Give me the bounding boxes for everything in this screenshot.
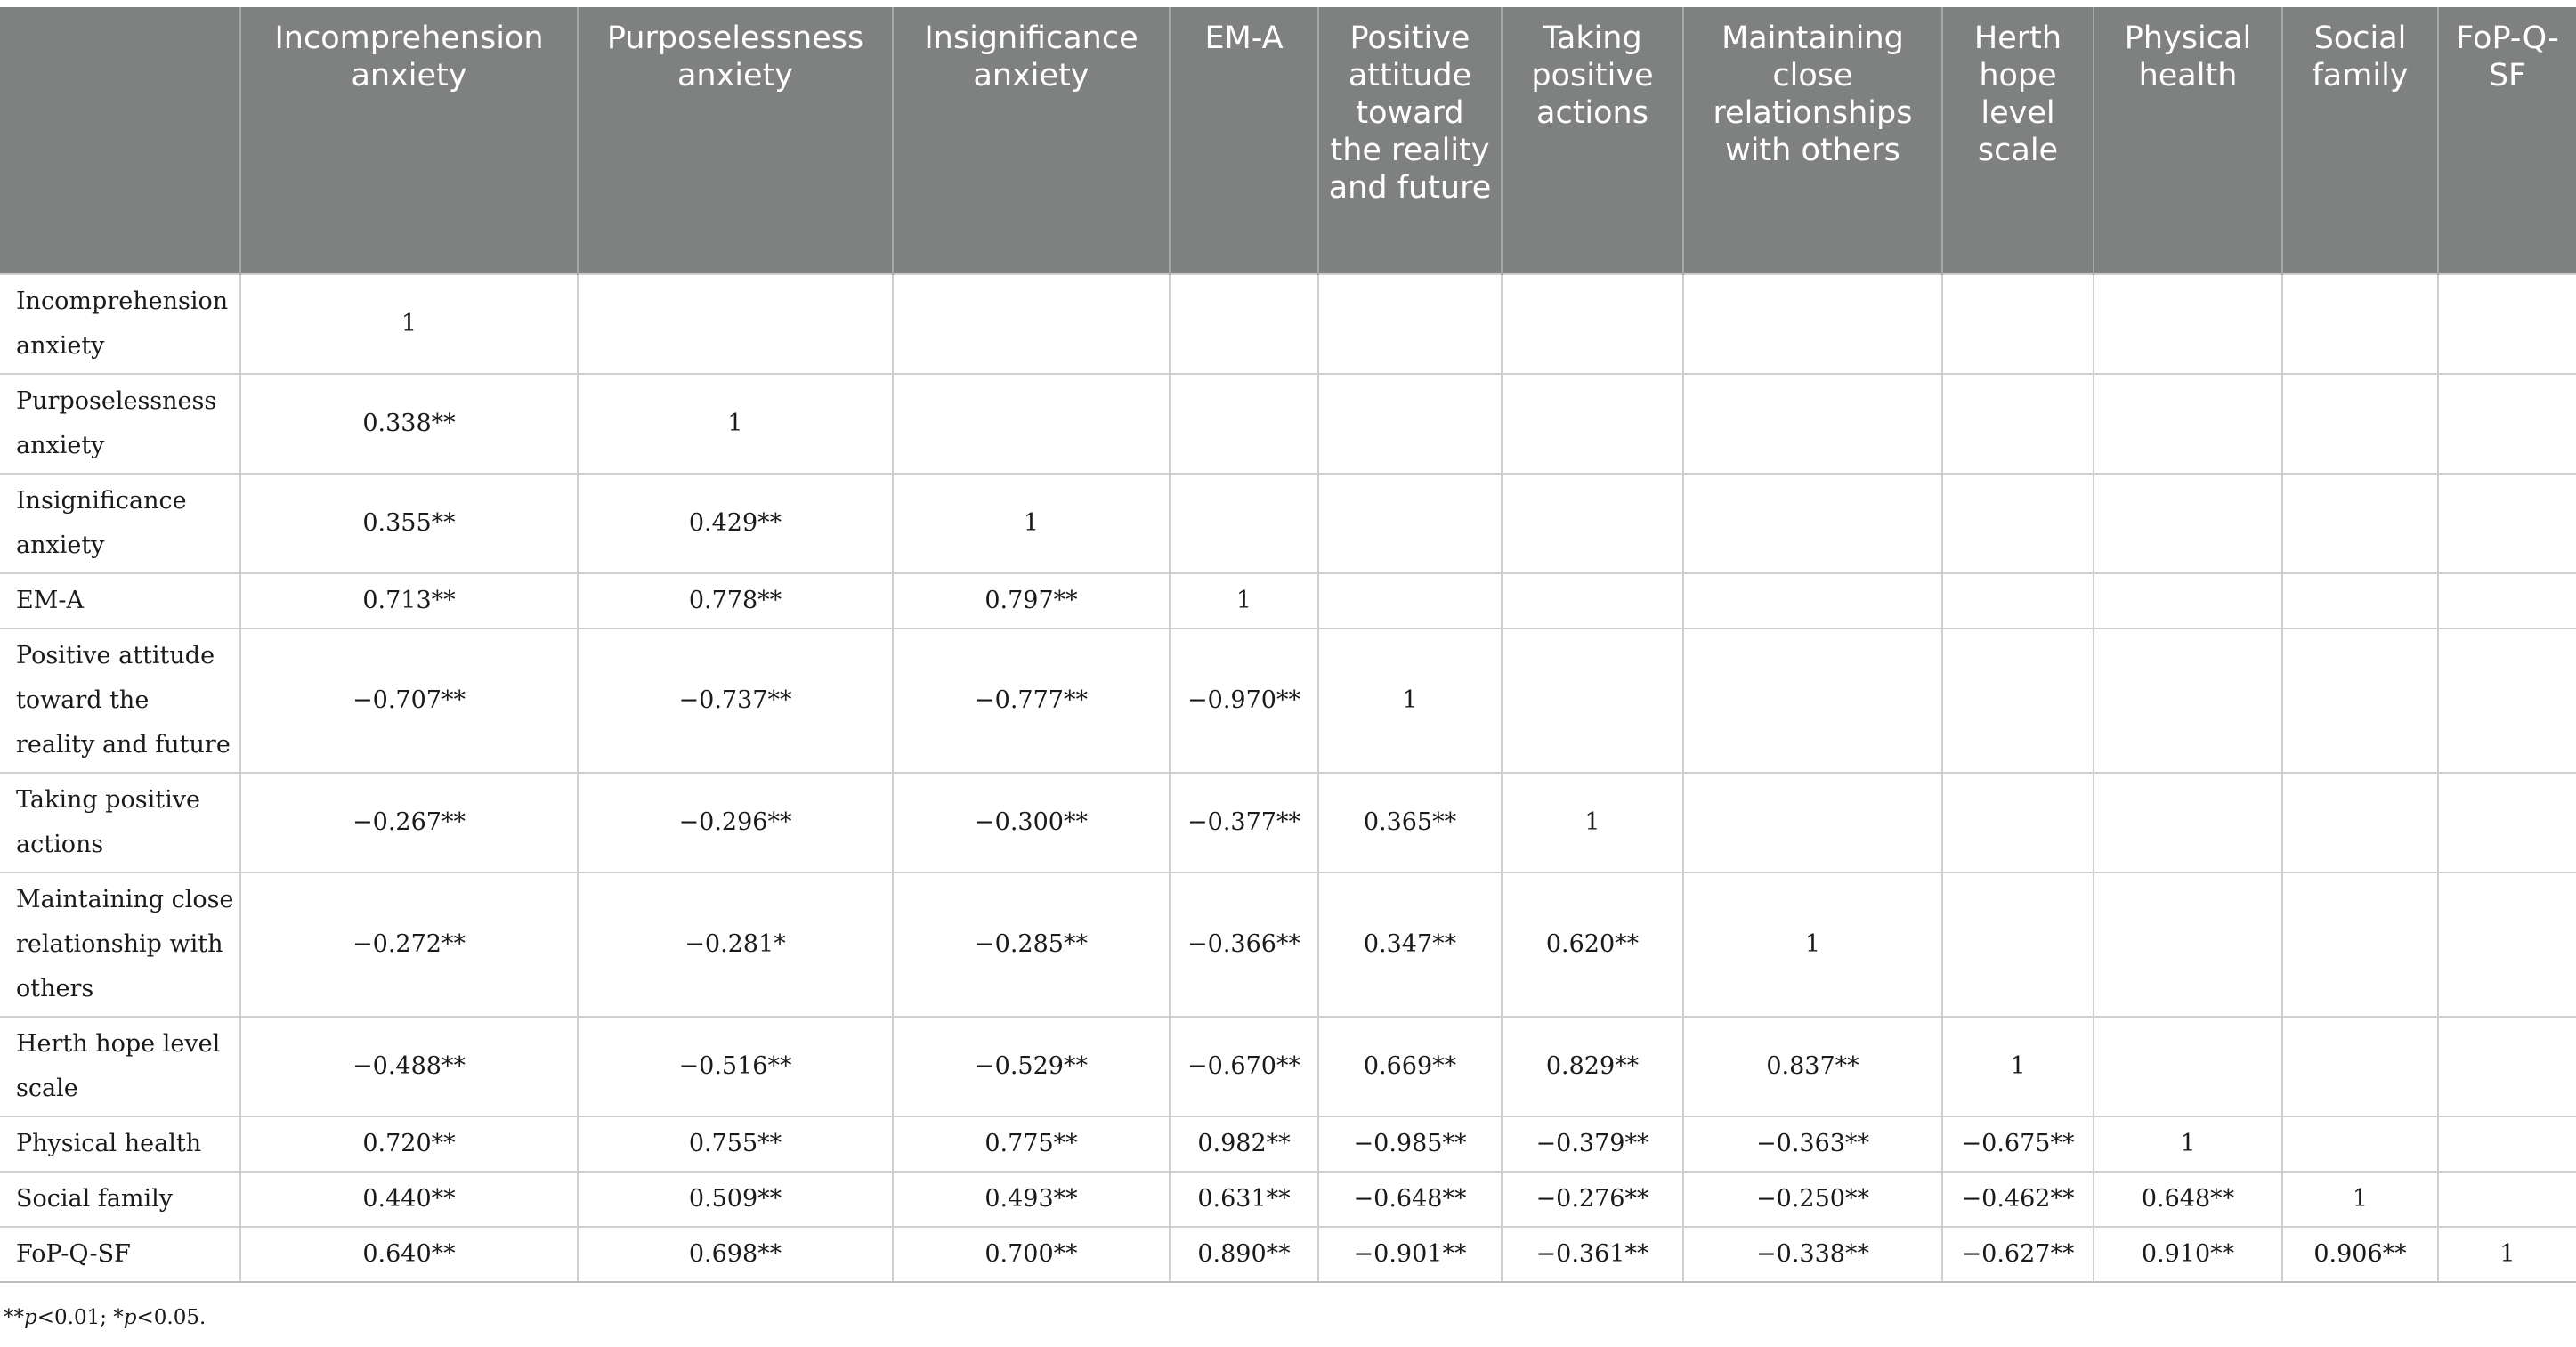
table-row bbox=[0, 274, 2576, 374]
correlation-cell bbox=[2438, 773, 2576, 872]
correlation-cell: 1 bbox=[1170, 573, 1318, 629]
correlation-cell bbox=[2282, 274, 2438, 374]
correlation-cell: 0.698** bbox=[578, 1227, 893, 1282]
header-cell: Maintaining close relationships with others bbox=[1683, 7, 1942, 274]
table-row bbox=[0, 1172, 2576, 1227]
footnote-p2-text: <0.05. bbox=[136, 1306, 207, 1329]
header-row bbox=[0, 7, 2576, 274]
correlation-cell bbox=[1318, 374, 1502, 474]
row-label: Purposelessness anxiety bbox=[0, 374, 240, 474]
correlation-cell: −0.366** bbox=[1170, 872, 1318, 1017]
table-row bbox=[0, 1227, 2576, 1282]
correlation-cell: 1 bbox=[1683, 872, 1942, 1017]
correlation-cell bbox=[2282, 773, 2438, 872]
correlation-cell bbox=[2094, 1017, 2282, 1116]
correlation-cell bbox=[1683, 629, 1942, 773]
row-label: Insignificance anxiety bbox=[0, 474, 240, 573]
correlation-cell bbox=[1170, 374, 1318, 474]
correlation-cell: 0.648** bbox=[2094, 1172, 2282, 1227]
correlation-cell bbox=[1502, 629, 1683, 773]
correlation-cell bbox=[1502, 474, 1683, 573]
table-row bbox=[0, 1017, 2576, 1116]
header-cell: Insignificance anxiety bbox=[893, 7, 1170, 274]
correlation-cell: −0.648** bbox=[1318, 1172, 1502, 1227]
header-cell: Positive attitude toward the reality and future bbox=[1318, 7, 1502, 274]
correlation-cell: 0.829** bbox=[1502, 1017, 1683, 1116]
correlation-cell: −0.379** bbox=[1502, 1116, 1683, 1172]
correlation-cell: −0.627** bbox=[1942, 1227, 2094, 1282]
correlation-cell bbox=[1942, 274, 2094, 374]
correlation-cell: 1 bbox=[2094, 1116, 2282, 1172]
correlation-cell: 0.890** bbox=[1170, 1227, 1318, 1282]
correlation-cell: −0.250** bbox=[1683, 1172, 1942, 1227]
row-label: Taking positive actions bbox=[0, 773, 240, 872]
correlation-cell: −0.901** bbox=[1318, 1227, 1502, 1282]
header-cell-corner bbox=[0, 7, 240, 274]
correlation-cell: −0.272** bbox=[240, 872, 578, 1017]
correlation-cell: 1 bbox=[1942, 1017, 2094, 1116]
correlation-cell bbox=[1942, 629, 2094, 773]
correlation-cell: 0.778** bbox=[578, 573, 893, 629]
correlation-cell bbox=[2282, 872, 2438, 1017]
correlation-cell: 0.906** bbox=[2282, 1227, 2438, 1282]
correlation-cell bbox=[2438, 274, 2576, 374]
footnote-p2-var: p bbox=[123, 1306, 137, 1329]
correlation-cell: 0.755** bbox=[578, 1116, 893, 1172]
correlation-cell: −0.281* bbox=[578, 872, 893, 1017]
correlation-cell: −0.985** bbox=[1318, 1116, 1502, 1172]
correlation-cell bbox=[2094, 573, 2282, 629]
table-row bbox=[0, 573, 2576, 629]
correlation-cell: 1 bbox=[1502, 773, 1683, 872]
correlation-cell bbox=[1942, 872, 2094, 1017]
row-label: Physical health bbox=[0, 1116, 240, 1172]
correlation-cell: −0.670** bbox=[1170, 1017, 1318, 1116]
correlation-cell bbox=[2438, 1172, 2576, 1227]
correlation-cell bbox=[1683, 773, 1942, 872]
correlation-cell: −0.296** bbox=[578, 773, 893, 872]
correlation-cell bbox=[2094, 274, 2282, 374]
correlation-cell: 0.429** bbox=[578, 474, 893, 573]
header-cell: Herth hope level scale bbox=[1942, 7, 2094, 274]
correlation-cell bbox=[2282, 573, 2438, 629]
correlation-cell: −0.488** bbox=[240, 1017, 578, 1116]
correlation-cell: 0.982** bbox=[1170, 1116, 1318, 1172]
row-label: Maintaining close relationship with others bbox=[0, 872, 240, 1017]
correlation-cell: 1 bbox=[893, 474, 1170, 573]
correlation-cell: 0.910** bbox=[2094, 1227, 2282, 1282]
correlation-cell bbox=[1318, 573, 1502, 629]
correlation-cell bbox=[1683, 274, 1942, 374]
correlation-cell: −0.285** bbox=[893, 872, 1170, 1017]
correlation-cell bbox=[1502, 374, 1683, 474]
correlation-cell: 1 bbox=[578, 374, 893, 474]
table-footnote bbox=[4, 1306, 206, 1329]
header-cell: Incomprehension anxiety bbox=[240, 7, 578, 274]
footnote-p1-var: p bbox=[24, 1306, 37, 1329]
correlation-cell bbox=[2282, 629, 2438, 773]
correlation-cell bbox=[2094, 872, 2282, 1017]
correlation-cell: 0.493** bbox=[893, 1172, 1170, 1227]
correlation-cell bbox=[1170, 274, 1318, 374]
correlation-cell bbox=[1502, 274, 1683, 374]
correlation-cell: −0.675** bbox=[1942, 1116, 2094, 1172]
correlation-table-container bbox=[0, 7, 2576, 1283]
correlation-cell: 0.631** bbox=[1170, 1172, 1318, 1227]
correlation-cell: 0.713** bbox=[240, 573, 578, 629]
correlation-cell bbox=[1942, 374, 2094, 474]
footnote-p1-prefix: ** bbox=[4, 1306, 24, 1329]
correlation-cell bbox=[1942, 474, 2094, 573]
correlation-cell bbox=[1170, 474, 1318, 573]
correlation-cell: −0.338** bbox=[1683, 1227, 1942, 1282]
correlation-cell: 0.837** bbox=[1683, 1017, 1942, 1116]
correlation-cell bbox=[2282, 474, 2438, 573]
correlation-cell: −0.300** bbox=[893, 773, 1170, 872]
correlation-cell: 0.338** bbox=[240, 374, 578, 474]
correlation-cell bbox=[2094, 374, 2282, 474]
header-cell: Social family bbox=[2282, 7, 2438, 274]
correlation-cell: 0.669** bbox=[1318, 1017, 1502, 1116]
table-row bbox=[0, 773, 2576, 872]
correlation-cell bbox=[2282, 1017, 2438, 1116]
row-label: FoP-Q-SF bbox=[0, 1227, 240, 1282]
correlation-cell: −0.377** bbox=[1170, 773, 1318, 872]
correlation-cell bbox=[2438, 629, 2576, 773]
correlation-cell bbox=[2094, 773, 2282, 872]
header-cell: Physical health bbox=[2094, 7, 2282, 274]
correlation-cell: 0.440** bbox=[240, 1172, 578, 1227]
correlation-cell: −0.276** bbox=[1502, 1172, 1683, 1227]
table-row bbox=[0, 629, 2576, 773]
correlation-cell bbox=[1942, 773, 2094, 872]
footnote-p1-text: <0.01; * bbox=[36, 1306, 124, 1329]
correlation-cell: 0.365** bbox=[1318, 773, 1502, 872]
header-cell: Purposelessness anxiety bbox=[578, 7, 893, 274]
correlation-cell: 0.620** bbox=[1502, 872, 1683, 1017]
correlation-cell: −0.462** bbox=[1942, 1172, 2094, 1227]
table-row bbox=[0, 872, 2576, 1017]
correlation-cell: −0.777** bbox=[893, 629, 1170, 773]
correlation-cell: −0.737** bbox=[578, 629, 893, 773]
correlation-cell: 0.700** bbox=[893, 1227, 1170, 1282]
correlation-cell: 1 bbox=[2282, 1172, 2438, 1227]
correlation-cell: 1 bbox=[1318, 629, 1502, 773]
correlation-cell bbox=[2282, 374, 2438, 474]
correlation-cell: −0.529** bbox=[893, 1017, 1170, 1116]
correlation-cell bbox=[893, 374, 1170, 474]
correlation-cell bbox=[1683, 474, 1942, 573]
correlation-cell: −0.363** bbox=[1683, 1116, 1942, 1172]
correlation-cell bbox=[2282, 1116, 2438, 1172]
header-cell: FoP-Q-SF bbox=[2438, 7, 2576, 274]
row-label: EM-A bbox=[0, 573, 240, 629]
correlation-cell bbox=[2438, 872, 2576, 1017]
correlation-cell: 0.797** bbox=[893, 573, 1170, 629]
correlation-cell bbox=[1683, 374, 1942, 474]
correlation-cell: −0.970** bbox=[1170, 629, 1318, 773]
row-label: Herth hope level scale bbox=[0, 1017, 240, 1116]
correlation-cell bbox=[1318, 274, 1502, 374]
correlation-cell bbox=[1942, 573, 2094, 629]
header-cell: Taking positive actions bbox=[1502, 7, 1683, 274]
correlation-cell: 0.640** bbox=[240, 1227, 578, 1282]
correlation-cell bbox=[2094, 629, 2282, 773]
correlation-cell: 0.509** bbox=[578, 1172, 893, 1227]
correlation-cell bbox=[1318, 474, 1502, 573]
row-label: Incomprehension anxiety bbox=[0, 274, 240, 374]
table-body bbox=[0, 274, 2576, 1282]
table-row bbox=[0, 474, 2576, 573]
table-row bbox=[0, 1116, 2576, 1172]
correlation-cell bbox=[2094, 474, 2282, 573]
correlation-cell: 0.775** bbox=[893, 1116, 1170, 1172]
correlation-cell bbox=[1502, 573, 1683, 629]
row-label: Positive attitude toward the reality and future bbox=[0, 629, 240, 773]
correlation-cell: −0.516** bbox=[578, 1017, 893, 1116]
row-label: Social family bbox=[0, 1172, 240, 1227]
correlation-cell: 1 bbox=[240, 274, 578, 374]
correlation-cell: −0.707** bbox=[240, 629, 578, 773]
correlation-cell bbox=[2438, 474, 2576, 573]
correlation-cell: −0.361** bbox=[1502, 1227, 1683, 1282]
correlation-cell bbox=[1683, 573, 1942, 629]
correlation-cell: 0.720** bbox=[240, 1116, 578, 1172]
correlation-cell: −0.267** bbox=[240, 773, 578, 872]
correlation-cell bbox=[578, 274, 893, 374]
correlation-cell bbox=[2438, 1017, 2576, 1116]
correlation-cell bbox=[893, 274, 1170, 374]
correlation-table bbox=[0, 7, 2576, 1283]
correlation-cell bbox=[2438, 573, 2576, 629]
correlation-cell bbox=[2438, 374, 2576, 474]
correlation-cell: 1 bbox=[2438, 1227, 2576, 1282]
table-row bbox=[0, 374, 2576, 474]
header-cell: EM-A bbox=[1170, 7, 1318, 274]
correlation-cell: 0.355** bbox=[240, 474, 578, 573]
correlation-cell bbox=[2438, 1116, 2576, 1172]
correlation-cell: 0.347** bbox=[1318, 872, 1502, 1017]
